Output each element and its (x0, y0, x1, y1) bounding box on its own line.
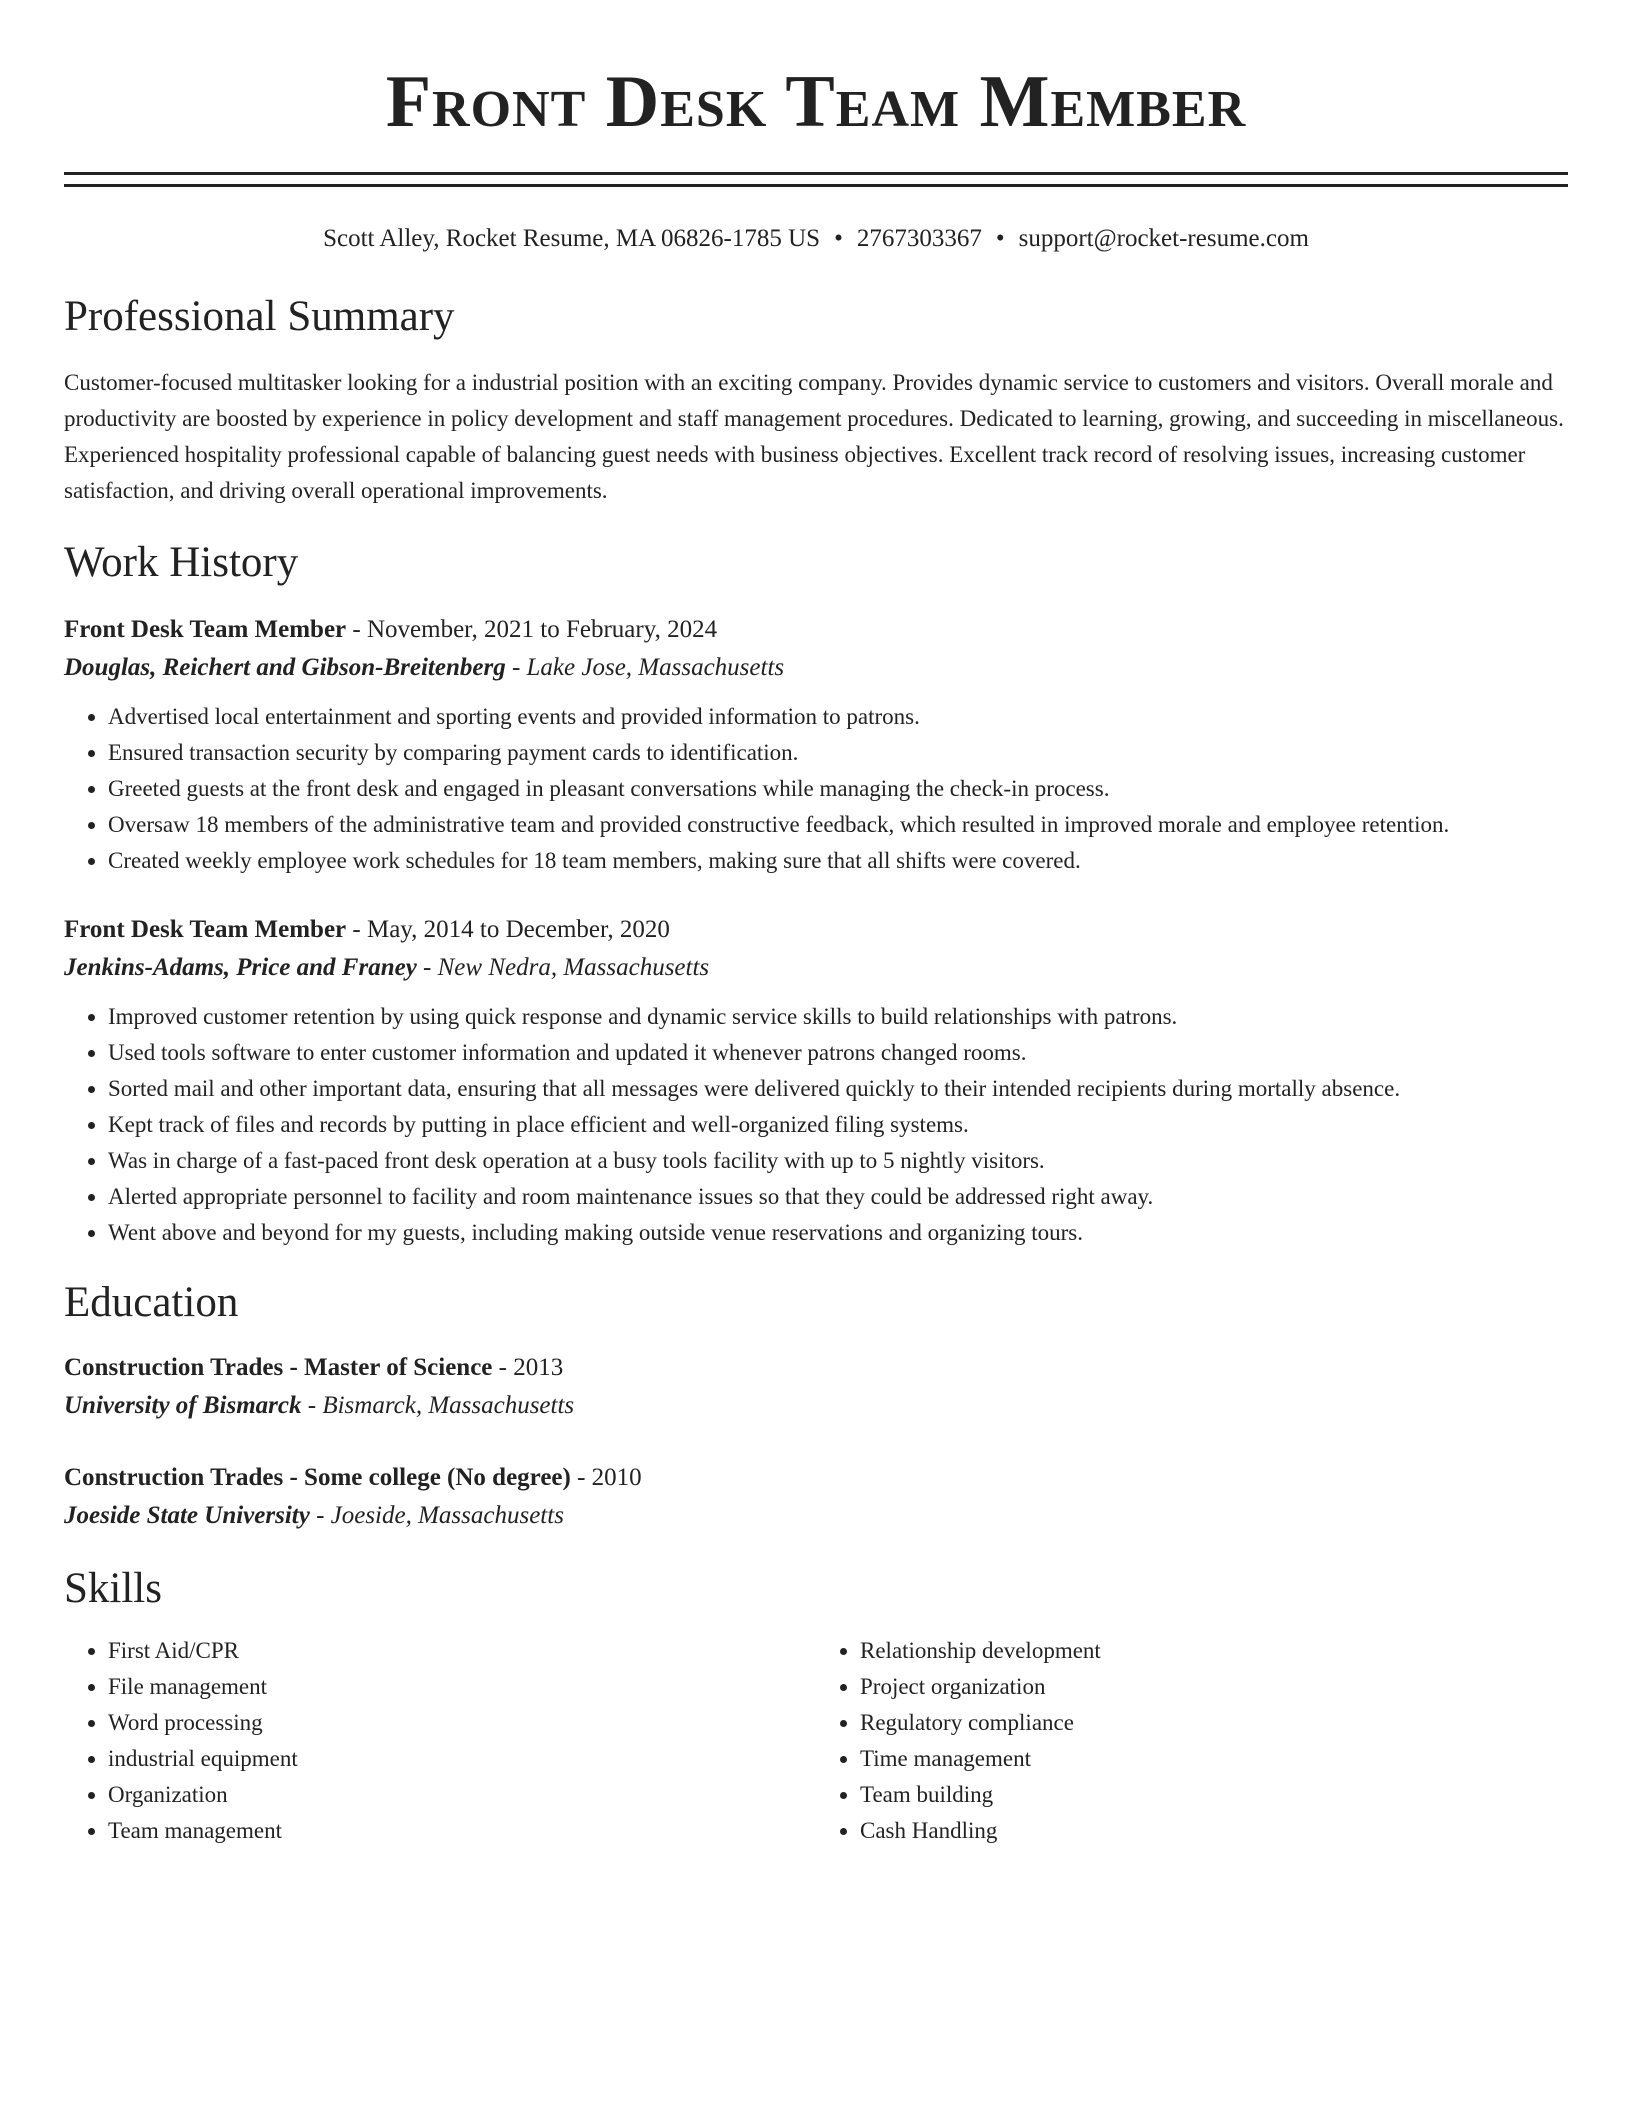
skills-section (64, 1563, 1568, 1849)
list-item: • Time management (860, 1741, 1568, 1777)
work-history-section (64, 537, 1568, 1251)
list-item: • Oversaw 18 members of the administrative team and provided constructive feedback, which resulted in improved morale and employee retention. (108, 807, 1568, 843)
job-company: Douglas, Reichert and Gibson-Breitenberg (64, 654, 506, 681)
education-heading: Education (64, 1279, 239, 1326)
contact-phone: 2767303367 (856, 225, 982, 252)
summary-section (64, 291, 1568, 509)
list-item: • Advertised local entertainment and sporting events and provided information to patrons. (108, 699, 1568, 735)
skills-column-right (816, 1633, 1568, 1849)
list-item: • Was in charge of a fast-paced front desk operation at a busy tools facility with up to 5 nightly visitors. (108, 1143, 1568, 1179)
school-location: - Bismarck, Massachusetts (301, 1392, 575, 1419)
skills-heading: Skills (64, 1565, 162, 1612)
list-item: • First Aid/CPR (108, 1633, 816, 1669)
job-entry (64, 911, 1568, 1251)
education-entry (64, 1349, 1568, 1425)
school-line (64, 1387, 1568, 1425)
list-item: • Went above and beyond for my guests, including making outside venue reservations and organizing tours. (108, 1215, 1568, 1251)
list-item: • Cash Handling (860, 1813, 1568, 1849)
job-title: Front Desk Team Member (64, 916, 347, 943)
list-item: • Created weekly employee work schedules for 18 team members, making sure that all shifts were covered. (108, 843, 1568, 879)
list-item: • Kept track of files and records by putting in place efficient and well-organized filing systems. (108, 1107, 1568, 1143)
degree-year: - 2010 (570, 1464, 642, 1491)
contact-separator: • (834, 225, 843, 252)
job-entry (64, 611, 1568, 879)
job-bullets (64, 999, 1568, 1251)
job-title-line (64, 911, 1568, 949)
work-history-heading: Work History (64, 539, 299, 586)
resume-name: Front Desk Team Member (385, 61, 1247, 143)
list-item: • Team building (860, 1777, 1568, 1813)
job-dates: - November, 2021 to February, 2024 (346, 616, 718, 643)
job-dates: - May, 2014 to December, 2020 (346, 916, 670, 943)
job-title: Front Desk Team Member (64, 616, 347, 643)
summary-text: Customer-focused multitasker looking for a industrial position with an exciting company. Provides dynamic service to customers and visitors. Overall morale and productivity are boosted by experience in policy development and staff management procedures. Dedicated to learning, growing, and succeeding in miscellaneous. Experienced hospitality professional capable of balancing guest needs with business objectives. Excellent track record of resolving issues, increasing customer satisfaction, and driving overall operational improvements. (64, 370, 1564, 503)
list-item: • Organization (108, 1777, 816, 1813)
degree-year: - 2013 (492, 1354, 564, 1381)
job-company: Jenkins-Adams, Price and Franey (64, 954, 417, 981)
summary-heading: Professional Summary (64, 293, 455, 340)
degree-line (64, 1349, 1568, 1387)
job-company-line (64, 649, 1568, 687)
skills-list (816, 1633, 1568, 1849)
list-item: • Ensured transaction security by comparing payment cards to identification. (108, 735, 1568, 771)
list-item: • Greeted guests at the front desk and engaged in pleasant conversations while managing the check-in process. (108, 771, 1568, 807)
education-entry (64, 1459, 1568, 1535)
list-item: • Used tools software to enter customer information and updated it whenever patrons changed rooms. (108, 1035, 1568, 1071)
school-location: - Joeside, Massachusetts (309, 1502, 564, 1529)
contact-address: Scott Alley, Rocket Resume, MA 06826-1785 US (323, 225, 821, 252)
school-line (64, 1497, 1568, 1535)
list-item: • File management (108, 1669, 816, 1705)
list-item: • Sorted mail and other important data, ensuring that all messages were delivered quickly to their intended recipients during mortally absence. (108, 1071, 1568, 1107)
list-item: • Improved customer retention by using quick response and dynamic service skills to build relationships with patrons. (108, 999, 1568, 1035)
education-section (64, 1277, 1568, 1535)
list-item: • Project organization (860, 1669, 1568, 1705)
list-item: • Team management (108, 1813, 816, 1849)
degree-name: Construction Trades - Some college (No degree) (64, 1464, 571, 1491)
list-item: • Word processing (108, 1705, 816, 1741)
skills-list (64, 1633, 816, 1849)
job-title-line (64, 611, 1568, 649)
job-location: - Lake Jose, Massachusetts (505, 654, 785, 681)
list-item: • Alerted appropriate personnel to facility and room maintenance issues so that they could be addressed right away. (108, 1179, 1568, 1215)
list-item: • Regulatory compliance (860, 1705, 1568, 1741)
degree-line (64, 1459, 1568, 1497)
job-location: - New Nedra, Massachusetts (416, 954, 710, 981)
list-item: • industrial equipment (108, 1741, 816, 1777)
school-name: Joeside State University (64, 1502, 310, 1529)
header-double-rule (64, 172, 1568, 187)
job-bullets (64, 699, 1568, 879)
job-company-line (64, 949, 1568, 987)
school-name: University of Bismarck (64, 1392, 302, 1419)
list-item: • Relationship development (860, 1633, 1568, 1669)
degree-name: Construction Trades - Master of Science (64, 1354, 493, 1381)
skills-column-left (64, 1633, 816, 1849)
contact-email: support@rocket-resume.com (1018, 225, 1309, 252)
skills-columns (64, 1633, 1568, 1849)
contact-line (64, 223, 1568, 255)
contact-separator: • (995, 225, 1005, 252)
